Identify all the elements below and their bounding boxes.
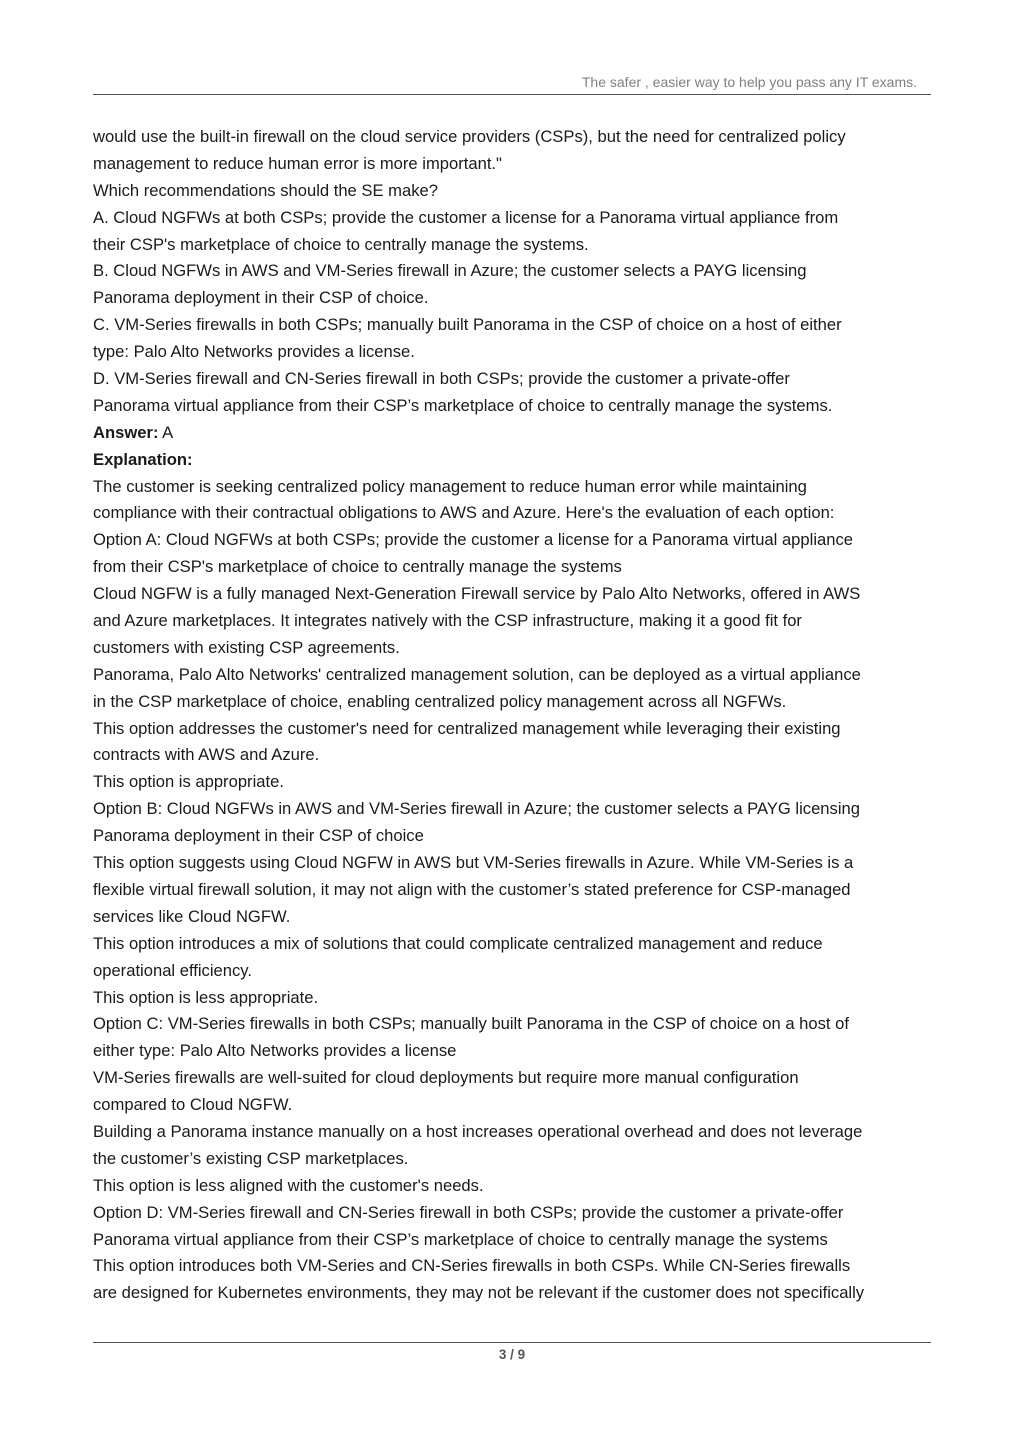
answer-value: A [158, 422, 174, 442]
option-d-line-2: Panorama virtual appliance from their CSP’s marketplace of choice to centrally manage the systems. [93, 395, 833, 415]
explanation-line: from their CSP's marketplace of choice to centrally manage the systems [93, 557, 622, 577]
page-footer [93, 1342, 931, 1362]
explanation-line: compared to Cloud NGFW. [93, 1095, 293, 1115]
option-a-line-2: their CSP's marketplace of choice to centrally manage the systems. [93, 234, 589, 254]
explanation-line: This option introduces both VM-Series and CN-Series firewalls in both CSPs. While CN-Series firewalls [93, 1256, 851, 1276]
explanation-line: The customer is seeking centralized policy management to reduce human error while maintaining [93, 476, 807, 496]
explanation-line: in the CSP marketplace of choice, enabling centralized policy management across all NGFWs. [93, 691, 787, 711]
option-a-line-1: A. Cloud NGFWs at both CSPs; provide the customer a license for a Panorama virtual appliance from [93, 207, 839, 227]
explanation-line: Option C: VM-Series firewalls in both CSPs; manually built Panorama in the CSP of choice on a host of [93, 1014, 849, 1034]
explanation-line: either type: Palo Alto Networks provides a license [93, 1041, 457, 1061]
explanation-line: Building a Panorama instance manually on a host increases operational overhead and does not leverage [93, 1121, 863, 1141]
explanation-line: Option B: Cloud NGFWs in AWS and VM-Series firewall in Azure; the customer selects a PAYG licensing [93, 799, 860, 819]
explanation-line: Option D: VM-Series firewall and CN-Series firewall in both CSPs; provide the customer a private-offer [93, 1202, 844, 1222]
explanation-line: This option suggests using Cloud NGFW in AWS but VM-Series firewalls in Azure. While VM-Series is a [93, 853, 854, 873]
document-body [93, 124, 938, 1307]
option-c-line-2: type: Palo Alto Networks provides a license. [93, 342, 415, 362]
page-header [93, 72, 931, 95]
explanation-line: the customer’s existing CSP marketplaces. [93, 1148, 409, 1168]
explanation-line: VM-Series firewalls are well-suited for cloud deployments but require more manual configuration [93, 1068, 799, 1088]
explanation-line: This option is less aligned with the customer's needs. [93, 1175, 484, 1195]
explanation-line: Panorama deployment in their CSP of choice [93, 826, 424, 846]
explanation-line: Option A: Cloud NGFWs at both CSPs; provide the customer a license for a Panorama virtual appliance [93, 530, 853, 550]
explanation-line: are designed for Kubernetes environments, they may not be relevant if the customer does not specifically [93, 1283, 865, 1303]
option-b-line-2: Panorama deployment in their CSP of choice. [93, 288, 429, 308]
explanation-line: services like Cloud NGFW. [93, 906, 291, 926]
header-tagline: The safer , easier way to help you pass any IT exams. [581, 74, 917, 90]
explanation-heading [93, 447, 938, 474]
body-line: management to reduce human error is more important." [93, 153, 502, 173]
explanation-line: compliance with their contractual obligations to AWS and Azure. Here's the evaluation of each option: [93, 503, 835, 523]
option-c-line-1: C. VM-Series firewalls in both CSPs; manually built Panorama in the CSP of choice on a host of either [93, 315, 842, 335]
option-d-line-1: D. VM-Series firewall and CN-Series firewall in both CSPs; provide the customer a private-offer [93, 369, 790, 389]
explanation-line: Panorama virtual appliance from their CSP’s marketplace of choice to centrally manage the systems [93, 1229, 828, 1249]
explanation-line: Cloud NGFW is a fully managed Next-Generation Firewall service by Palo Alto Networks, offered in AWS [93, 584, 861, 604]
explanation-line: This option is less appropriate. [93, 987, 319, 1007]
explanation-line: flexible virtual firewall solution, it may not align with the customer’s stated preference for CSP-managed [93, 879, 851, 899]
option-b-line-1: B. Cloud NGFWs in AWS and VM-Series firewall in Azure; the customer selects a PAYG licensing [93, 261, 807, 281]
body-line: would use the built-in firewall on the cloud service providers (CSPs), but the need for centralized policy [93, 127, 846, 146]
explanation-line: and Azure marketplaces. It integrates natively with the CSP infrastructure, making it a good fit for [93, 611, 802, 631]
explanation-line: This option is appropriate. [93, 772, 284, 792]
answer-line [93, 420, 938, 447]
question-prompt: Which recommendations should the SE make? [93, 180, 438, 200]
explanation-label: Explanation: [93, 449, 193, 469]
page-number: 3 / 9 [498, 1347, 526, 1362]
answer-label: Answer: [93, 422, 159, 442]
explanation-line: contracts with AWS and Azure. [93, 745, 320, 765]
explanation-line: Panorama, Palo Alto Networks' centralized management solution, can be deployed as a virtual appliance [93, 664, 861, 684]
explanation-line: customers with existing CSP agreements. [93, 637, 400, 657]
explanation-line: This option addresses the customer's need for centralized management while leveraging their existing [93, 718, 841, 738]
explanation-line: This option introduces a mix of solutions that could complicate centralized management and reduce [93, 933, 823, 953]
explanation-line: operational efficiency. [93, 960, 252, 980]
